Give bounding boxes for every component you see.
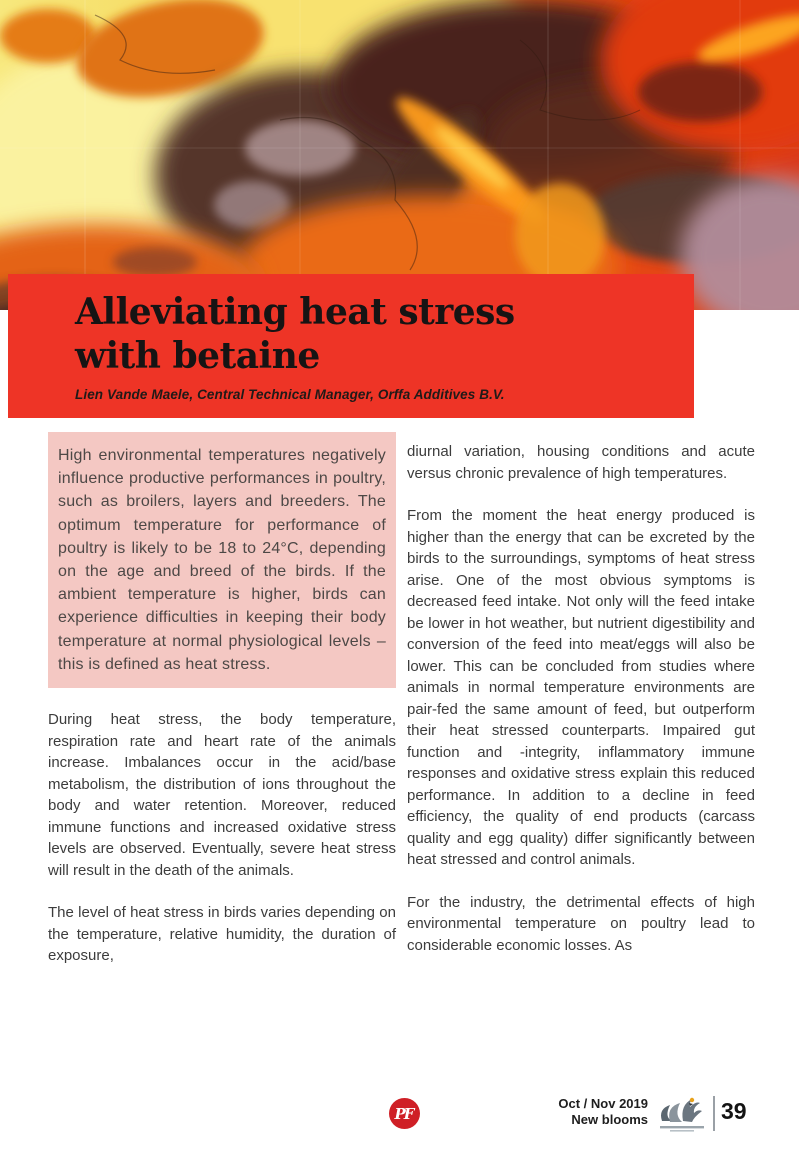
issue-theme: New blooms — [571, 1112, 648, 1127]
article-column-right — [407, 441, 755, 977]
article-title — [75, 290, 674, 378]
issue-info — [558, 1096, 648, 1128]
body-paragraph: diurnal variation, housing conditions and acute versus chronic prevalence of high temperatures. — [407, 443, 755, 482]
title-banner — [8, 274, 694, 418]
rooster-logo-icon — [656, 1095, 708, 1137]
article-column-left — [48, 432, 396, 988]
body-paragraph: For the industry, the detrimental effects of high environmental temperature on poultry lead to considerable economic losses. As — [407, 893, 755, 954]
page-number: 39 — [721, 1098, 747, 1124]
article-title-line1: Alleviating heat stress — [75, 291, 515, 333]
issue-date: Oct / Nov 2019 — [558, 1096, 648, 1111]
publisher-monogram-icon: PF — [389, 1098, 420, 1129]
body-paragraph: During heat stress, the body temperature, respiration rate and heart rate of the animals increase. Imbalances occur in the acid/base metabolism, the distribution of ions throughout the body and water retention. Moreover, reduced immune functions and increased oxidative stress levels are observed. Eventually, severe heat stress will result in the death of the animals. — [48, 711, 396, 879]
intro-highlight-paragraph: High environmental temperatures negatively influence productive performances in poultry, such as broilers, layers and breeders. The optimum temperature for performance of poultry is likely to be 18 to 24°C, depending on the age and breed of the birds. If the ambient temperature is higher, birds can experience difficulties in keeping their body temperature at normal physiological levels – this is defined as heat stress. — [48, 432, 396, 688]
author-line: Lien Vande Maele, Central Technical Manager, Orffa Additives B.V. — [75, 387, 505, 402]
body-paragraph: From the moment the heat energy produced is higher than the energy that can be excreted by the birds to the surroundings, symptoms of heat stress arise. One of the most obvious symptoms is decreased feed intake. Not only will the feed intake be lower in hot weather, but nutrient digestibility and conversion of the feed into meat/eggs will also be lower. This can be concluded from studies where animals in normal temperature environments are pair-fed the same amount of feed, but outperform their heat stressed counterparts. Impaired gut function and -integrity, inflammatory immune responses and oxidative stress explain this reduced performance. In addition to a decline in feed efficiency, the quality of end products (carcass quality and egg quality) differ significantly between heat stressed and control animals. — [407, 507, 755, 868]
europe-heatmap-image — [0, 0, 799, 310]
footer-divider — [713, 1096, 715, 1131]
article-title-line2: with betaine — [75, 335, 320, 377]
body-paragraph: The level of heat stress in birds varies depending on the temperature, relative humidity, the duration of exposure, — [48, 904, 396, 965]
